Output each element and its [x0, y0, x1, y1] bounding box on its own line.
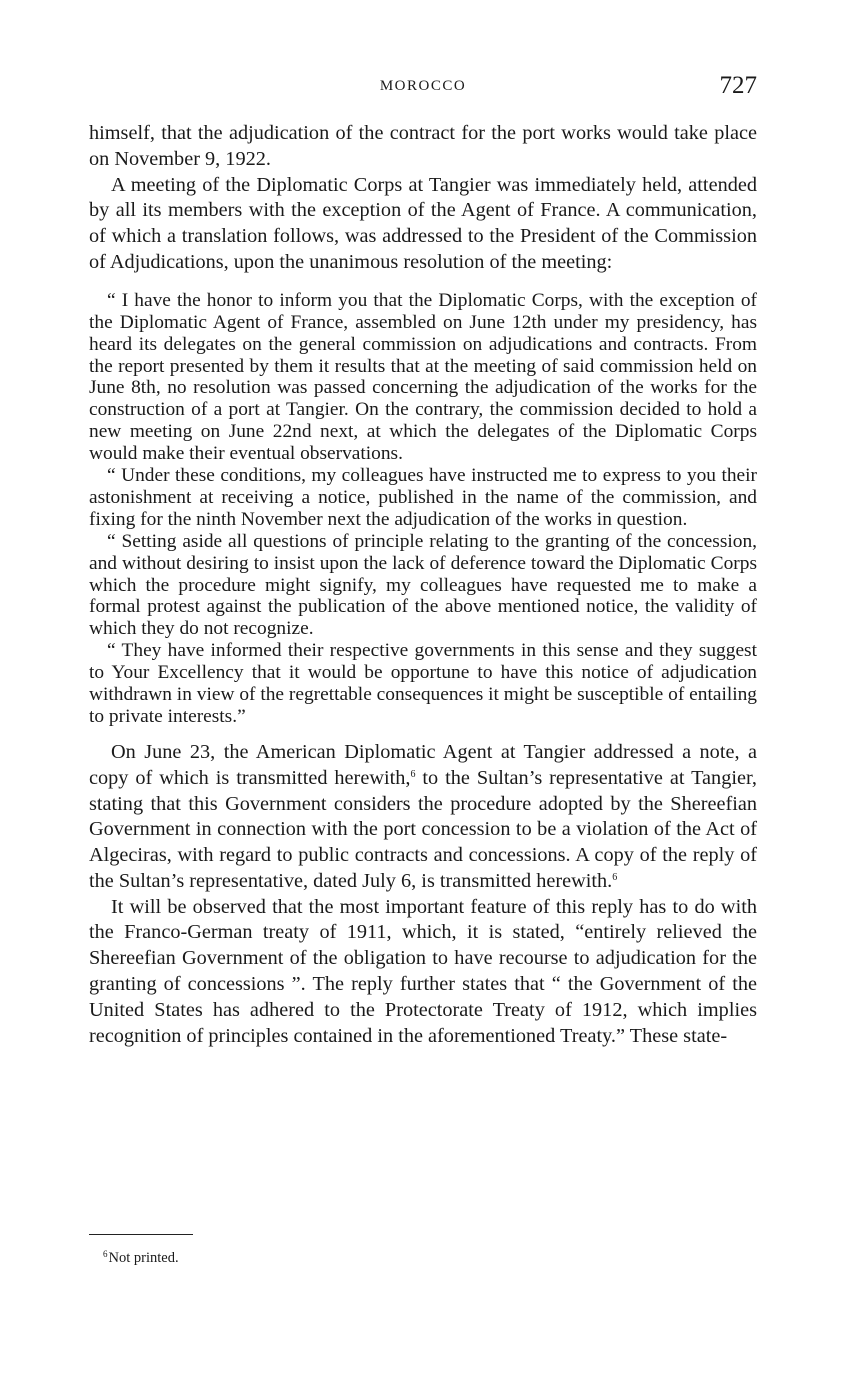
page-number: 727 — [719, 72, 757, 99]
footnote-reference: 6 — [410, 768, 416, 780]
footnote — [103, 1249, 179, 1267]
paragraph-american-note — [89, 740, 757, 895]
footnote-text: Not printed. — [108, 1250, 179, 1266]
footnote-mark: 6 — [103, 1249, 108, 1259]
quote-paragraph: “ They have informed their respective governments in this sense and they suggest to Your Excellency that it would be opportune to have this notice of adjudication withdrawn in view of the regrettable consequences it might be susceptible of entailing to private interests.” — [89, 640, 757, 727]
paragraph-diplomatic-meeting: A meeting of the Diplomatic Corps at Tangier was immediately held, attended by all its members with the exception of the Agent of France. A communication, of which a translation follows, was addressed to the President of the Commission of Adjudications, upon the unanimous resolution of the meeting: — [89, 173, 757, 273]
quoted-communication — [89, 290, 757, 728]
footnote-divider — [89, 1234, 193, 1235]
footnote-reference: 6 — [612, 871, 618, 883]
paragraph-continuation: himself, that the adjudication of the contract for the port works would take place on November 9, 1922. — [89, 122, 757, 170]
paragraph-text: On June 23, the American Diplomatic Agent at Tangier addressed a note, a copy of which is transmitted herewith, — [89, 740, 757, 789]
body-text — [89, 121, 757, 1049]
paragraph-text: to the Sultan’s representative at Tangier, stating that this Government considers the procedure adopted by the Shereefian Government in connection with the port concession to be a violation of the Act of Algeciras, with regard to public contracts and concessions. A copy of the reply of the Sultan’s representative, dated July 6, is transmitted herewith. — [89, 766, 757, 892]
paragraph-reply-observation: It will be observed that the most important feature of this reply has to do with the Franco-German treaty of 1911, which, it is stated, “entirely relieved the Shereefian Government of the obligation to have recourse to adjudication for the granting of concessions ”. The reply further states that “ the Government of the United States has adhered to the Protectorate Treaty of 1912, which implies recognition of principles contained in the aforementioned Treaty.” These state- — [89, 895, 757, 1047]
running-head — [89, 72, 757, 104]
quote-paragraph: “ Under these conditions, my colleagues have instructed me to express to you their astonishment at receiving a notice, published in the name of the commission, and fixing for the ninth November next the adjudication of the works in question. — [89, 465, 757, 530]
quote-paragraph: “ I have the honor to inform you that the Diplomatic Corps, with the exception of the Diplomatic Agent of France, assembled on June 12th under my presidency, has heard its delegates on the general commission on adjudications and contracts. From the report presented by them it results that at the meeting of said commission held on June 8th, no resolution was passed concerning the adjudication of the works for the construction of a port at Tangier. On the contrary, the commission decided to hold a new meeting on June 22nd next, at which the delegates of the Diplomatic Corps would make their eventual observations. — [89, 289, 757, 465]
quote-paragraph: “ Setting aside all questions of principle relating to the granting of the concession, and without desiring to insist upon the lack of deference toward the Diplomatic Corps which the procedure might signify, my colleagues have requested me to make a formal protest against the publication of the above mentioned notice, the validity of which they do not recognize. — [89, 530, 757, 640]
running-title: MOROCCO — [379, 78, 467, 94]
